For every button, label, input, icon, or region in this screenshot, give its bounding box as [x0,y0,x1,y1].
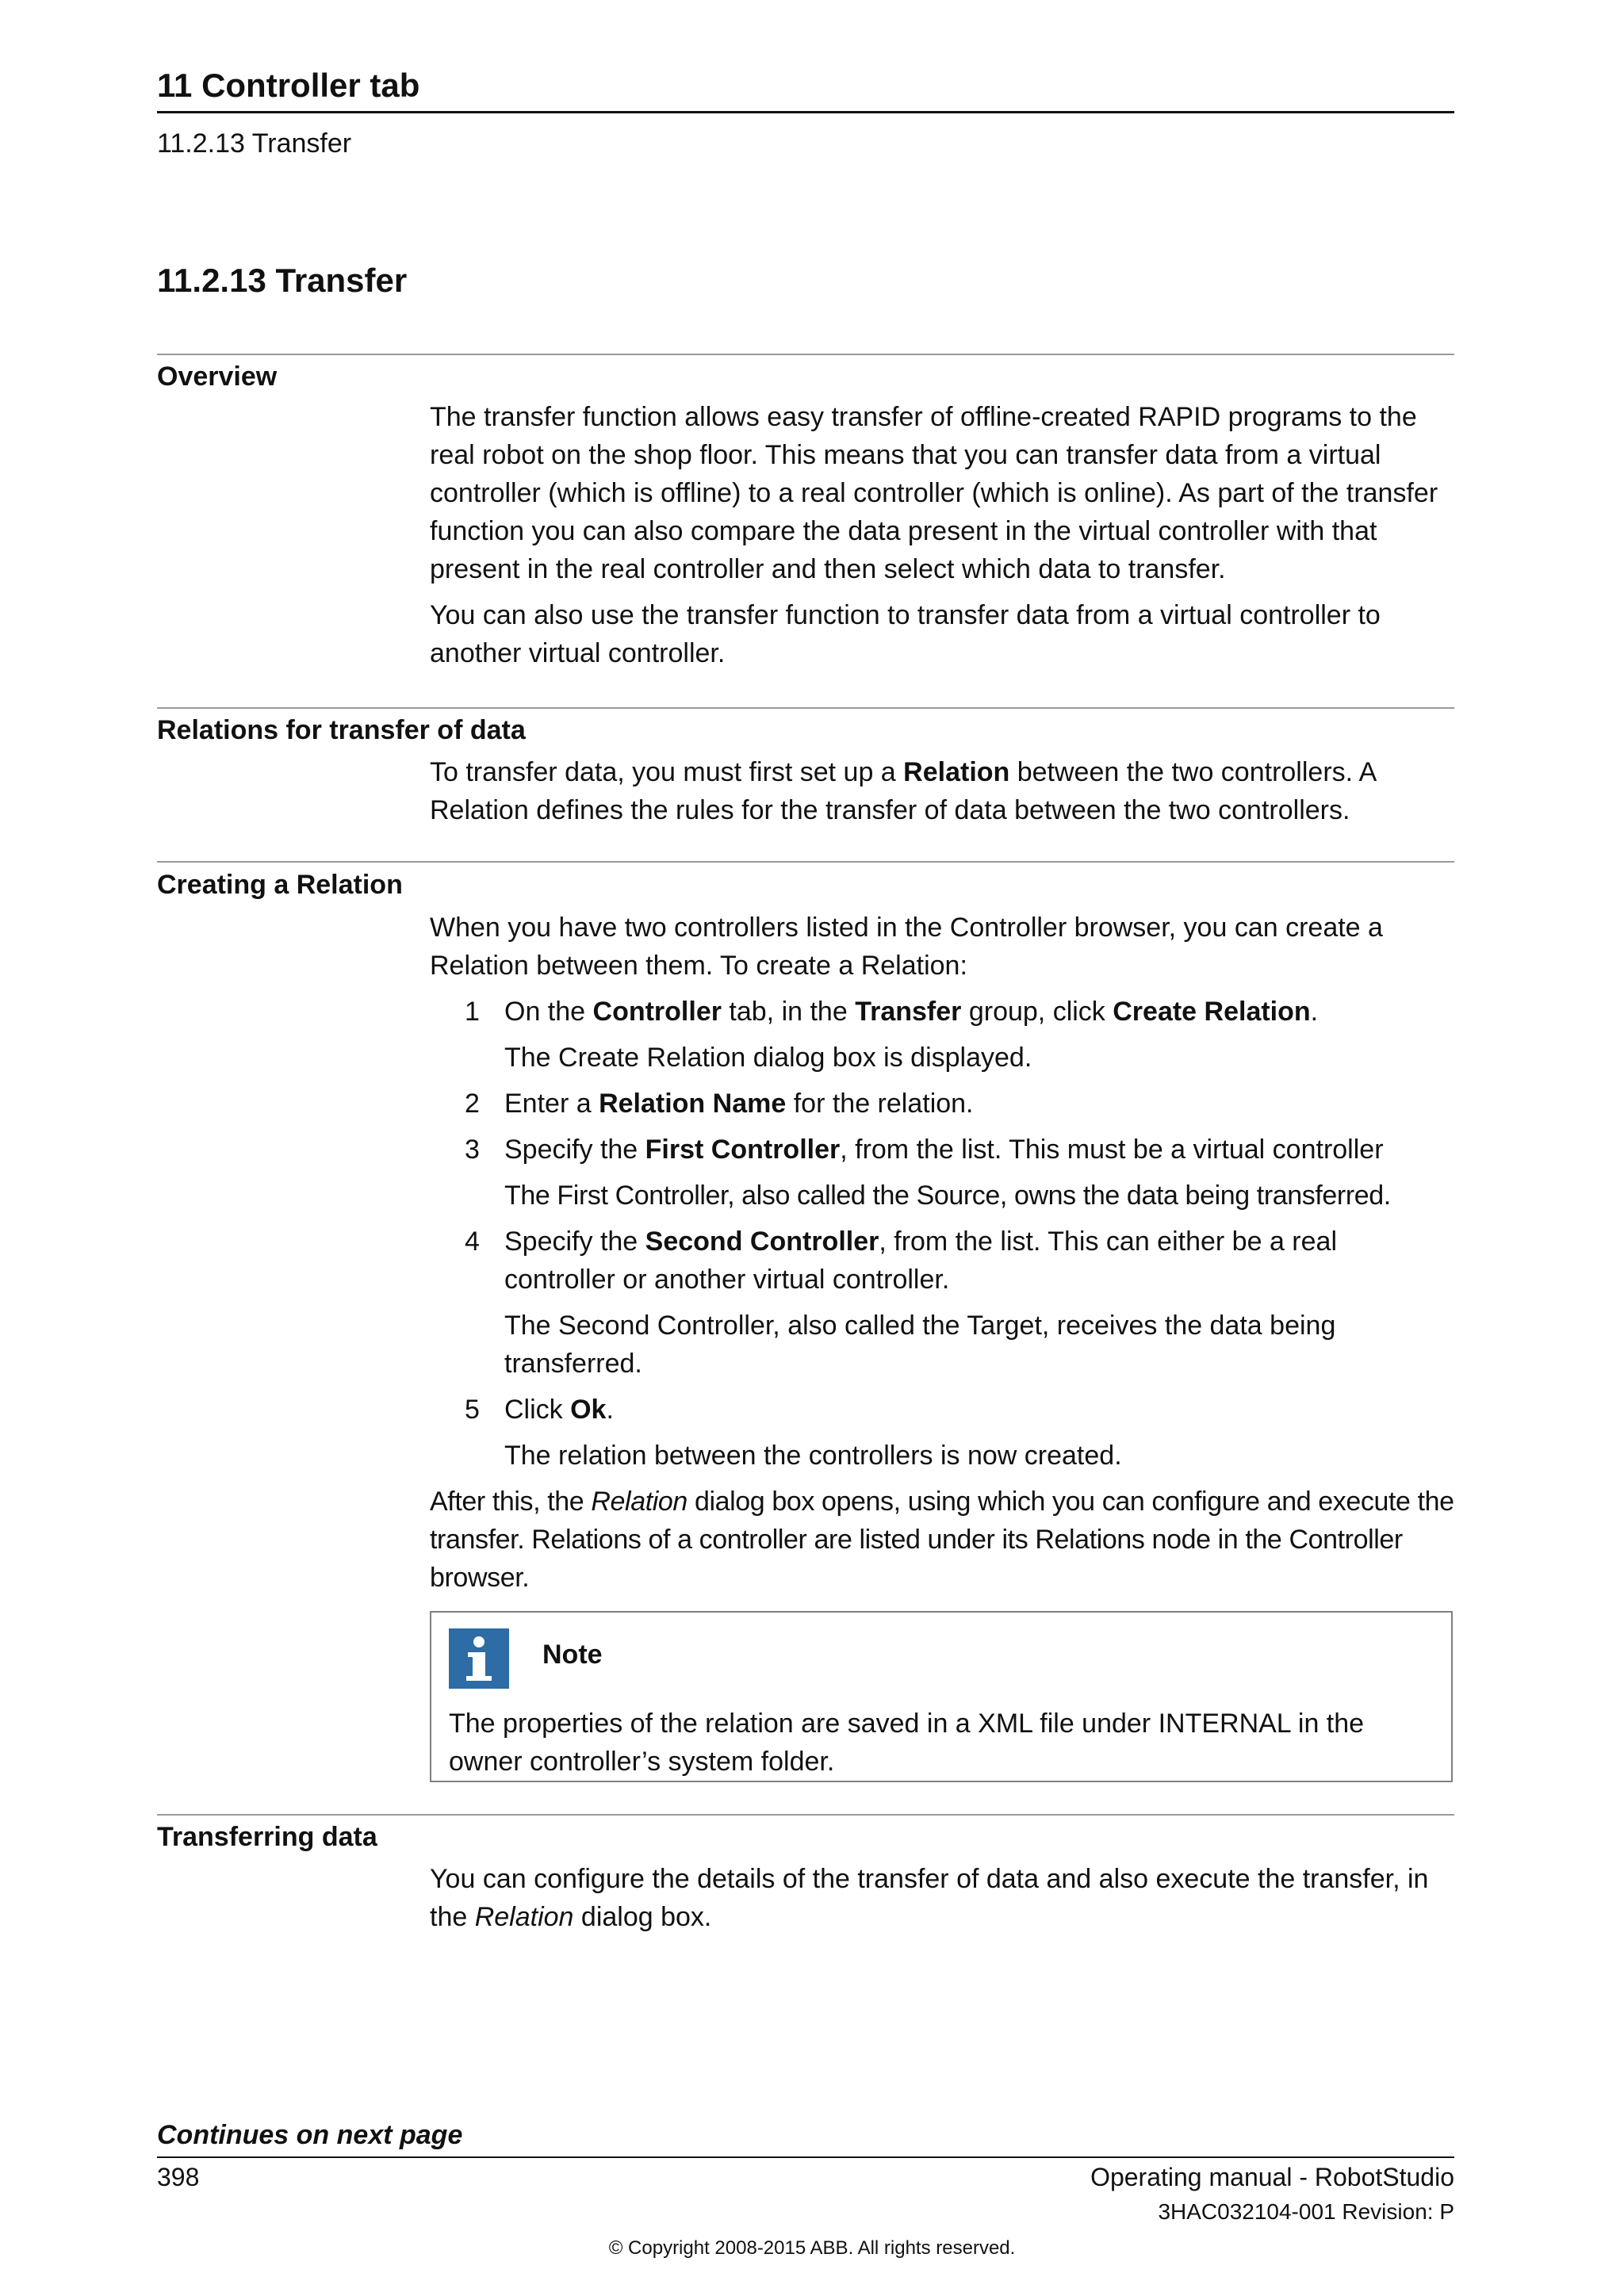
divider [157,1814,1454,1816]
creating-intro: When you have two controllers listed in the Controller browser, you can create a Relation between them. To create a Relation: [430,913,1383,981]
note-title: Note [542,1640,603,1670]
overview-paragraph-2: You can also use the transfer function to transfer data from a virtual controller to another virtual controller. [430,600,1381,668]
relations-heading: Relations for transfer of data [157,715,526,745]
transferring-heading: Transferring data [157,1822,377,1852]
note-text: The properties of the relation are saved in a XML file under INTERNAL in the owner controller’s system folder. [449,1709,1365,1777]
manual-title: Operating manual - RobotStudio [1090,2163,1454,2191]
overview-heading: Overview [157,362,278,392]
overview-body [430,398,1454,680]
page-number: 398 [157,2163,200,2191]
divider [157,861,1454,863]
divider [157,354,1454,355]
transferring-paragraph: You can configure the details of the transfer of data and also execute the transfer, in the Relation dialog box. [430,1864,1429,1932]
list-item: 5 Click Ok. The relation between the controllers is now created. [465,1395,1122,1471]
note-box [430,1611,1453,1782]
steps-list [430,993,1454,1475]
list-item: 2 Enter a Relation Name for the relation. [465,1089,974,1119]
subsection-ref: 11.2.13 Transfer [157,128,352,159]
transferring-body [430,1860,1454,1944]
creating-body [430,909,1454,1605]
copyright: © Copyright 2008-2015 ABB. All rights reserved. [608,2237,1016,2259]
section-heading: 11.2.13 Transfer [157,262,408,299]
creating-heading: Creating a Relation [157,870,403,900]
document-id: 3HAC032104-001 Revision: P [1158,2199,1454,2224]
overview-paragraph-1: The transfer function allows easy transfer of offline-created RAPID programs to the real robot on the shop floor. This means that you can transfer data from a virtual controller (which is offline) to a real controller (which is online). As part of the transfer function you can also compare the data present in the virtual controller with that present in the real controller and then select which data to transfer. [430,402,1438,584]
list-item: 3 Specify the First Controller, from the list. This must be a virtual controller The First Controller, also called the Source, owns the data being transferred. [465,1135,1391,1211]
divider [157,707,1454,709]
list-item: 4 Specify the Second Controller, from the list. This can either be a real controller or another virtual controller. The Second Controller, also called the Target, receives the data being transferred. [465,1226,1337,1379]
footer-rule [157,2156,1454,2158]
relations-body [430,753,1454,837]
list-item: 1 On the Controller tab, in the Transfer group, click Create Relation. The Create Relation dialog box is displayed. [465,997,1319,1073]
header-rule [157,111,1454,113]
info-icon [449,1628,509,1689]
creating-after: After this, the Relation dialog box opens, using which you can configure and execute the transfer. Relations of a controller are listed under its Relations node in the Controller browser. [430,1487,1454,1593]
relations-paragraph: To transfer data, you must first set up a Relation between the two controllers. A Relation defines the rules for the transfer of data between the two controllers. [430,757,1376,825]
chapter-title: 11 Controller tab [157,67,420,104]
continues-note: Continues on next page [157,2120,463,2150]
